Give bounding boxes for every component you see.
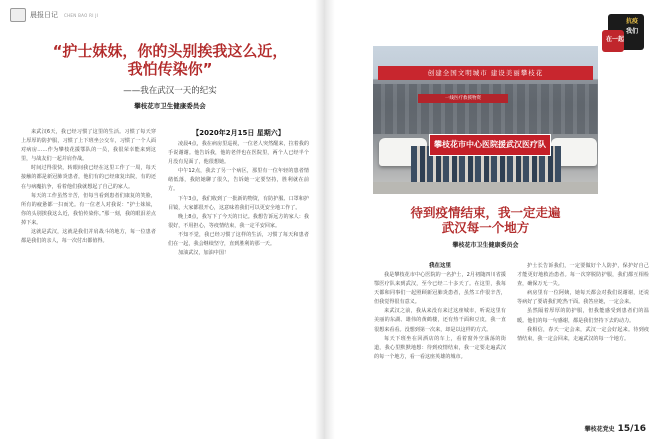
article2-author: 攀枝花市卫生健康委员会: [452, 242, 519, 249]
paragraph: 晚上8点，我写下了今天的日记。我想告诉远方的家人：我很好，不用担心，等疫情结束，我一定平安回家。: [168, 213, 309, 229]
article2-title-line2: 武汉每一个地方: [441, 220, 530, 235]
article1-title-line1: “护士妹妹，你的头别挨我这么近，: [52, 42, 288, 60]
article2-title-line1: 待到疫情结束，我一定走遍: [410, 205, 561, 220]
photo-building: [373, 84, 598, 134]
section-badge: [602, 14, 644, 54]
paragraph: 来武汉之前，我从来没有来过这座城市，听说这里有美丽的东湖、雄伟的黄鹤楼，还有热干面和豆皮，我一直很想来看看。没想到第一次来，却是以这样的方式。: [374, 308, 506, 333]
paragraph: 每天的工作虽然辛苦，但每当看到患者们康复的笑脸，所有的疲惫都一扫而光。有一位老人对我说：“护士妹妹，你的头别挨我这么近，我怕传染你。”那一刻，我的眼泪差点掉下来。: [21, 192, 156, 226]
paragraph: 下午3点，我们收到了一批新的物资，有防护服、口罩和护目镜，大家都很开心，这意味着我们可以更安全地工作了。: [168, 195, 309, 211]
footer-magazine-name: 攀枝花党史: [584, 426, 615, 433]
paragraph: 病房里有一位阿姨，她每天都会对我们说谢谢，还说等病好了要请我们吃热干面。我答应她，一定会来。: [517, 290, 649, 306]
article1-column-a: [21, 128, 156, 246]
magazine-logo-icon: [10, 8, 26, 22]
paragraph: 来武汉6天，我已经习惯了这里的生活。习惯了每天穿上厚厚的防护服，习惯了上下班坐公交车，习惯了一个人面对病房……作为攀枝花援鄂队的一员，我很荣幸能来到这里，与战友们一起并肩作战。: [21, 129, 156, 163]
spine-shadow: [325, 0, 335, 439]
badge-line2: 我们: [626, 28, 639, 35]
paragraph: 中午12点，我去了另一个病区，那里有一位年轻的患者情绪低落，我陪她聊了很久，告诉她一定要坚持，胜利就在前方。: [168, 168, 309, 193]
paragraph: 我相信，春天一定会来，武汉一定会好起来。待到疫情结束，我一定会回来，走遍武汉的每一个地方。: [517, 326, 649, 342]
paragraph: 每天下班坐在回酒店的车上，看着窗外空荡荡的街道，我心里默默地想：待到疫情结束，我一定要走遍武汉的每一个地方，看一看这座英雄的城市。: [374, 335, 506, 360]
page-footer: [585, 424, 646, 434]
badge-line3: 在一起: [606, 36, 625, 43]
article1-subtitle: ——我在武汉一天的纪实: [123, 86, 217, 96]
paragraph: 时间过得很快，转眼间我已经在这里工作了一周，每天接触的都是新冠肺炎患者，他们有的已经康复出院，有的还在与病魔抗争，看着他们我就想起了自己的家人。: [21, 165, 156, 190]
article1-column-b: [168, 128, 309, 258]
badge-line1: 抗疫: [626, 18, 639, 25]
article1-title: [20, 42, 320, 78]
article2-column-b: [517, 262, 649, 344]
article2-column-a: [374, 262, 506, 362]
photo-truck-banner: 一线医疗救援物资: [418, 94, 508, 103]
magazine-name: 晨报日记: [30, 11, 58, 19]
dateline: 【2020年2月15日 星期六】: [192, 129, 285, 137]
photo-top-banner: 创建全国文明城市 建设美丽攀枝花: [378, 66, 593, 80]
paragraph: 不知不觉，我已经习惯了这样的生活，习惯了每天和患者们在一起，我会继续坚守，直到胜利的那一天。: [168, 231, 309, 248]
page-number: 15/16: [617, 424, 646, 434]
paragraph: 凌晨4点，我在病房里巡视，一位老人突然醒来，拉着我的手说谢谢。他告诉我，他的老伴也在医院里，两个人已经半个月没有见面了，他很想她。: [168, 141, 309, 166]
article2-lede: 我在这里: [428, 263, 451, 269]
paragraph: 护士长告诉我们，一定要做好个人防护，保护好自己才能更好地救治患者。每一次穿脱防护服，我们都互相检查，确保万无一失。: [517, 263, 649, 288]
paragraph: 虽然隔着厚厚的防护服，但我能感受到患者们的温暖。他们的每一句感谢，都是我们坚持下去的动力。: [517, 308, 649, 324]
paragraph: 这就是武汉，这就是我们并肩战斗的地方，每一位患者都是我们的亲人，每一次付出都值得。: [21, 229, 156, 245]
paragraph: 加油武汉，加油中国！: [178, 250, 229, 257]
right-page: [325, 0, 650, 439]
photo-ground: [373, 182, 598, 194]
article1-author: 攀枝花市卫生健康委员会: [134, 102, 206, 110]
photo-center-banner: 攀枝花市中心医院援武汉医疗队: [429, 134, 551, 156]
article2-title: [373, 205, 598, 235]
magazine-pinyin: CHEN BAO RI JI: [64, 12, 99, 18]
magazine-header: [10, 8, 98, 22]
article1-title-line2: 我怕传染你”: [127, 60, 213, 78]
paragraph: 我是攀枝花市中心医院的一名护士，2月初随四川省援鄂医疗队来到武汉，至今已经二十多天了。在这里，我每天都和同事们一起照顾新冠肺炎患者，虽然工作很辛苦，但我觉得很有意义。: [374, 272, 506, 306]
team-photo: [373, 46, 598, 194]
